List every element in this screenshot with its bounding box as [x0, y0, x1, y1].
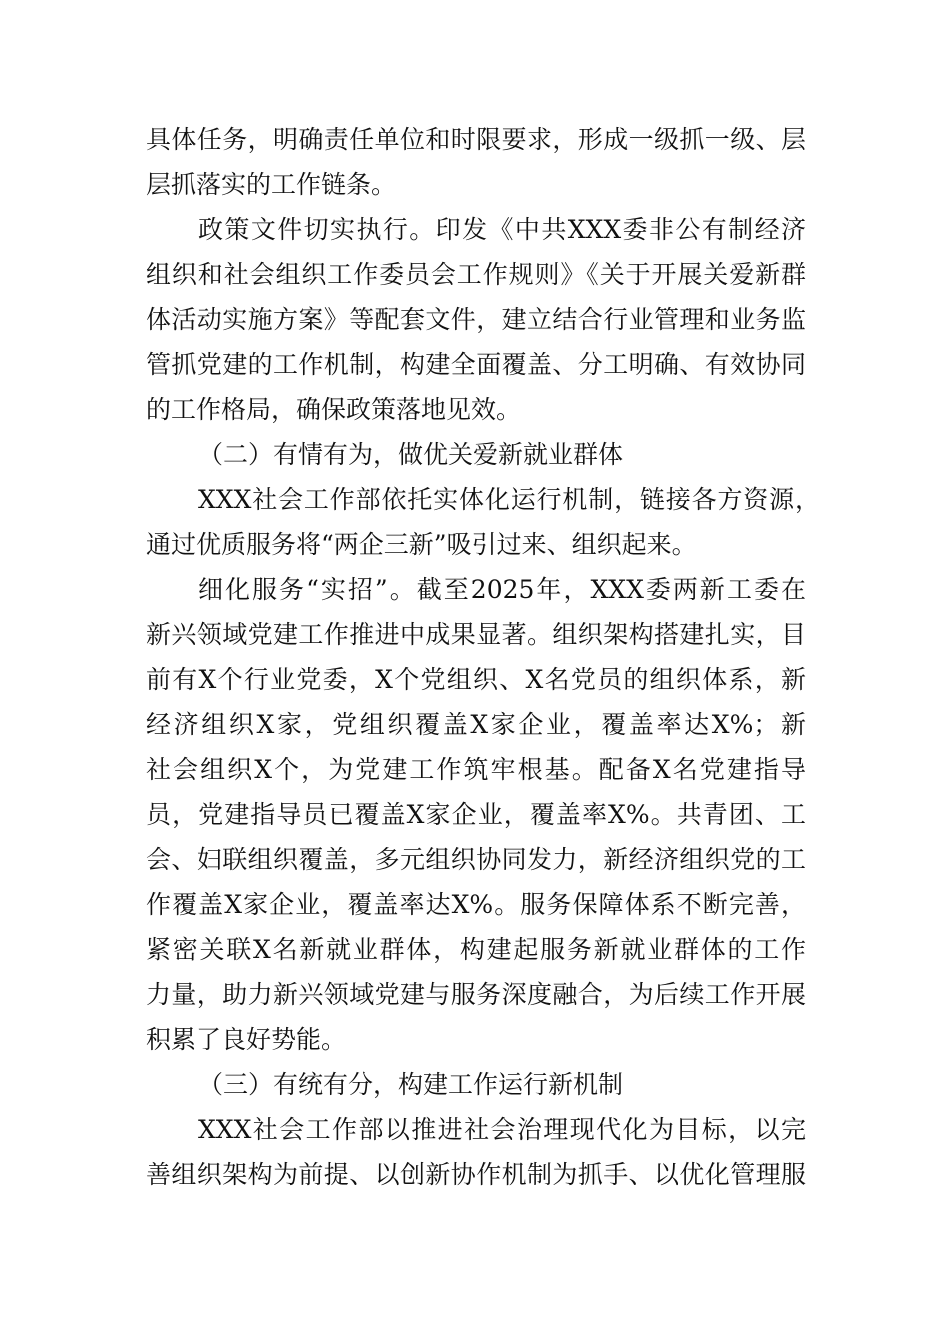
paragraph-line: 作覆盖X家企业，覆盖率达X%。服务保障体系不断完善，	[146, 890, 806, 919]
section-heading: （二）有情有为，做优关爱新就业群体	[198, 440, 624, 469]
paragraph-line: 前有X个行业党委，X个党组织、X名党员的组织体系，新	[146, 665, 806, 694]
paragraph-line: 通过优质服务将“两企三新”吸引过来、组织起来。	[146, 530, 697, 559]
paragraph-line: 社会组织X个，为党建工作筑牢根基。配备X名党建指导	[146, 755, 806, 784]
paragraph-line: 经济组织X家，党组织覆盖X家企业，覆盖率达X%；新	[146, 710, 806, 739]
paragraph-line: 政策文件切实执行。印发《中共XXX委非公有制经济	[198, 215, 806, 244]
paragraph-line: 力量，助力新兴领域党建与服务深度融合，为后续工作开展	[146, 980, 806, 1009]
paragraph-line: 新兴领域党建工作推进中成果显著。组织架构搭建扎实，目	[146, 620, 806, 649]
paragraph-line: 善组织架构为前提、以创新协作机制为抓手、以优化管理服	[146, 1160, 806, 1189]
section-heading: （三）有统有分，构建工作运行新机制	[198, 1070, 624, 1099]
paragraph-line: 的工作格局，确保政策落地见效。	[146, 395, 522, 424]
paragraph-line: XXX社会工作部以推进社会治理现代化为目标，以完	[198, 1115, 806, 1144]
paragraph-line: 员，党建指导员已覆盖X家企业，覆盖率X%。共青团、工	[146, 800, 806, 829]
paragraph-line: 管抓党建的工作机制，构建全面覆盖、分工明确、有效协同	[146, 350, 806, 379]
paragraph-line: 细化服务“实招”。截至2025年，XXX委两新工委在	[198, 575, 806, 604]
paragraph-line: 会、妇联组织覆盖，多元组织协同发力，新经济组织党的工	[146, 845, 806, 874]
paragraph-line: 层抓落实的工作链条。	[146, 170, 397, 199]
paragraph-line: 紧密关联X名新就业群体，构建起服务新就业群体的工作	[146, 935, 806, 964]
paragraph-line: 体活动实施方案》等配套文件，建立结合行业管理和业务监	[146, 305, 806, 334]
paragraph-line: 组织和社会组织工作委员会工作规则》《关于开展关爱新群	[146, 260, 806, 289]
paragraph-line: XXX社会工作部依托实体化运行机制，链接各方资源，	[198, 485, 820, 514]
paragraph-line: 积累了良好势能。	[146, 1025, 347, 1054]
paragraph-line: 具体任务，明确责任单位和时限要求，形成一级抓一级、层	[146, 125, 806, 154]
